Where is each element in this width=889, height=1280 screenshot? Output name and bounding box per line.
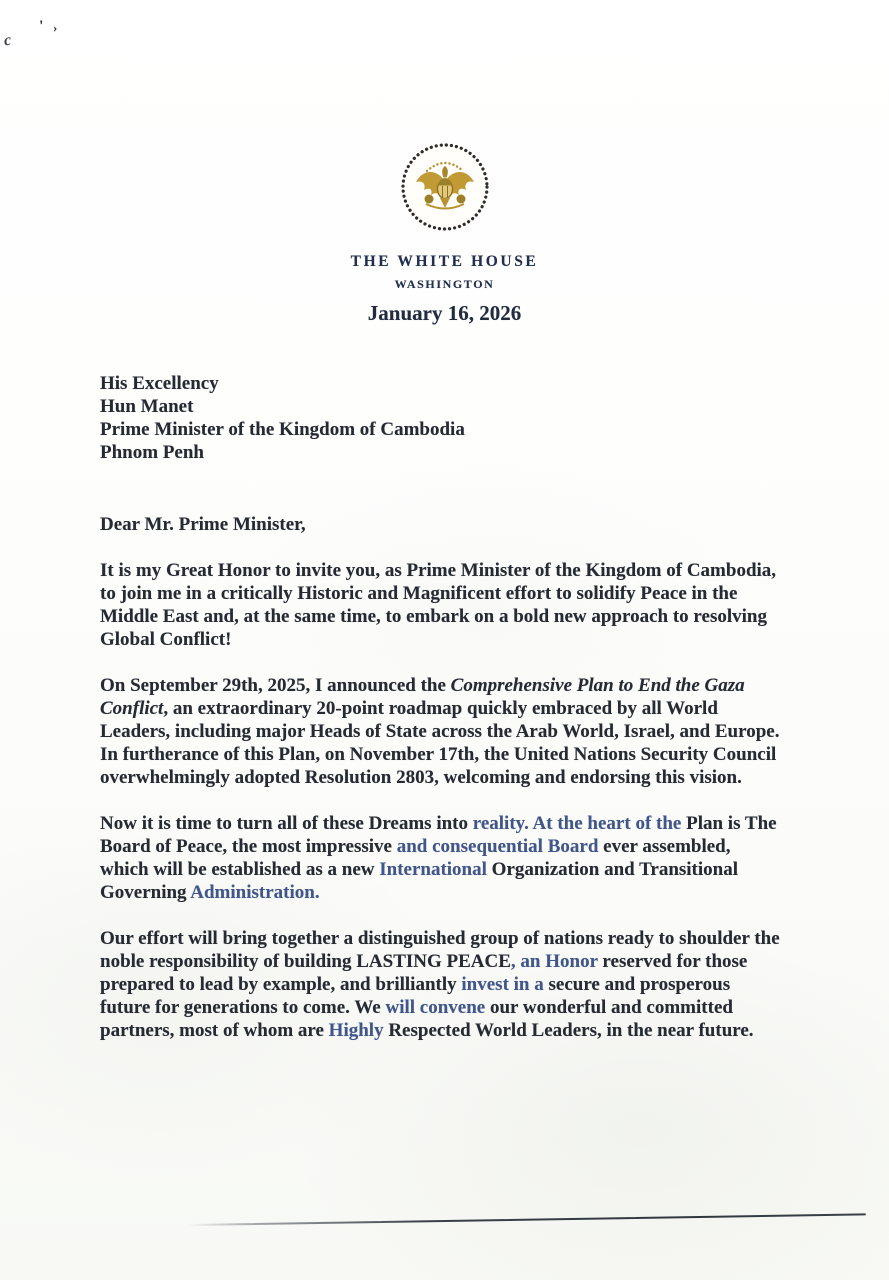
letter-date: January 16, 2026 (367, 301, 522, 325)
paragraph-1 (100, 559, 780, 651)
paragraph-4-segment: our wonderful and committed partners, most of whom are (100, 997, 733, 1041)
paragraph-3-segment: and consequential Board (396, 836, 599, 857)
recipient-block (100, 372, 780, 464)
paragraph-3-segment: International (379, 859, 487, 880)
scan-mark-chevron: › (53, 20, 58, 35)
letterhead-org: THE WHITE HOUSE (350, 253, 539, 270)
letterhead (0, 140, 889, 326)
paragraph-2-segment: , an extraordinary 20-point roadmap quickly embraced by all World Leaders, including major Heads of State across the Arab World, Israel, and Europe. In furtherance of this Plan, on November 17th, the United Nations Security Council overwhelmingly adopted Resolution 2803, welcoming and endorsing this vision. (100, 698, 780, 788)
paragraph-3-segment: reality. At the heart of the (472, 813, 682, 834)
paragraph-4 (100, 927, 780, 1042)
paragraph-4-segment: will convene (385, 997, 486, 1018)
scan-mark-squiggle: c (2, 31, 13, 50)
paragraph-4-segment: Highly (328, 1020, 384, 1041)
salutation: Dear Mr. Prime Minister, (100, 514, 306, 535)
paragraph-3-segment: ever assembled, which will be established as a new (100, 836, 731, 880)
paragraph-3-segment: Now it is time to turn all of these Dreams into (100, 813, 473, 834)
letter-body (100, 372, 780, 1042)
recipient-line-city: Phnom Penh (100, 442, 204, 463)
paragraph-2 (100, 674, 780, 789)
paragraph-3 (100, 812, 780, 904)
scan-mark-tick: ' (39, 18, 44, 35)
paragraph-4-segment: reserved for those prepared to lead by example, and brilliantly (100, 951, 748, 995)
recipient-line-name: Hun Manet (100, 396, 194, 417)
recipient-line-title: Prime Minister of the Kingdom of Cambodia (100, 419, 465, 440)
paragraph-3-segment: Organization and Transitional Governing (100, 859, 739, 903)
paragraph-2-segment: On September 29th, 2025, I announced the (100, 675, 451, 696)
paragraph-4-segment: secure and prosperous future for generations to come. We (100, 974, 731, 1018)
paragraph-4-segment: invest in a (461, 974, 544, 995)
paragraph-2-plan-title: Comprehensive Plan to End the Gaza Conflict (100, 675, 745, 719)
paragraph-4-segment: Respected World Leaders, in the near future. (383, 1020, 754, 1041)
presidential-seal-icon (398, 140, 492, 234)
scan-line-artifact (188, 1213, 866, 1226)
paragraph-4-segment: , an Honor (510, 951, 598, 972)
recipient-line-honorific: His Excellency (100, 373, 219, 394)
paragraph-3-segment: Plan is The Board of Peace, the most impressive (100, 813, 777, 857)
paragraph-4-segment: Our effort will bring together a distinguished group of nations ready to shoulder the noble responsibility of building LASTING PEACE (100, 928, 780, 972)
letterhead-city: WASHINGTON (394, 277, 495, 291)
paragraph-3-segment: Administration. (190, 882, 320, 903)
paragraph-1-text: It is my Great Honor to invite you, as Prime Minister of the Kingdom of Cambodia, to join me in a critically Historic and Magnificent effort to solidify Peace in the Middle East and, at the same time, to embark on a bold new approach to resolving Global Conflict! (100, 560, 777, 650)
